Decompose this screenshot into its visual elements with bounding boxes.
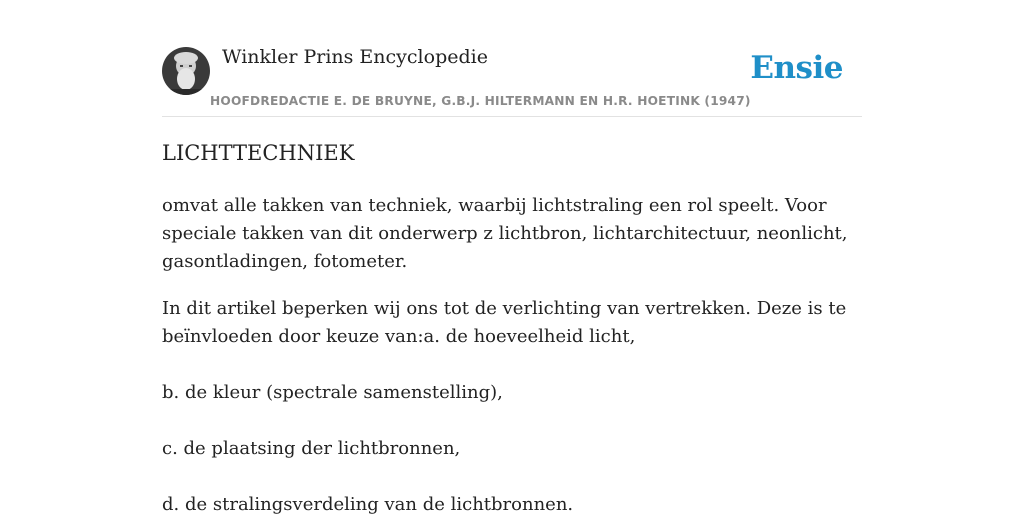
article-paragraph: omvat alle takken van techniek, waarbij lichtstraling een rol speelt. Voor speciale takken van dit onderwerp z lichtbron, lichtarchitectuur, neonlicht, gasontladingen, fotometer.: [162, 195, 848, 272]
page: [162, 0, 862, 515]
article-paragraph: In dit artikel beperken wij ons tot de verlichting van vertrekken. Deze is te beïnvloeden door keuze van:a. de hoeveelheid licht,: [162, 298, 847, 347]
editorial-subtitle: HOOFDREDACTIE E. DE BRUYNE, G.B.J. HILTERMANN EN H.R. HOETINK (1947): [210, 94, 751, 108]
article-paragraph: b. de kleur (spectrale samenstelling),: [162, 382, 503, 403]
site-title[interactable]: Winkler Prins Encyclopedie: [222, 46, 488, 68]
article-paragraph: c. de plaatsing der lichtbronnen,: [162, 438, 461, 459]
article-title: LICHTTECHNIEK: [162, 141, 355, 165]
article-body: [162, 192, 862, 519]
portrait-image: [162, 47, 210, 95]
article-paragraph: d. de stralingsverdeling van de lichtbronnen.: [162, 494, 574, 515]
avatar: [162, 47, 210, 95]
ensie-logo[interactable]: Ensie: [750, 50, 843, 86]
header: [162, 0, 862, 117]
